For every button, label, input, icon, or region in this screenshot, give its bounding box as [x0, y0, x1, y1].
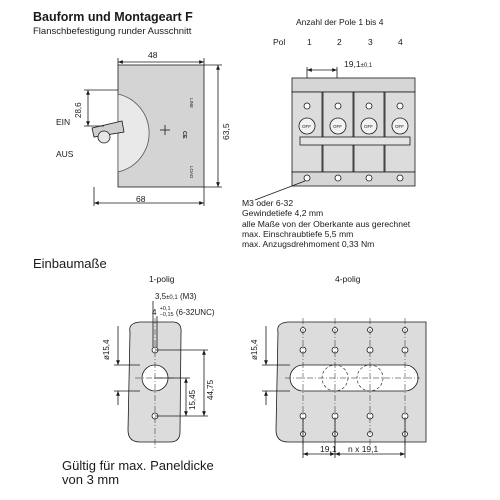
four-pole-title: 4-polig [335, 274, 361, 284]
switch-off-label: OFF [333, 124, 342, 129]
label-ein: EIN [56, 117, 71, 127]
dim-width-bottom-label: 68 [136, 194, 146, 204]
dim-pitch-label: 19,1 [320, 444, 337, 454]
hole-unc-value: 4 [152, 307, 157, 317]
hole-m3-tolerance: ±0,1 [166, 295, 178, 301]
dim-diameter-left: ø15,4 [250, 339, 259, 360]
one-pole-cutout [114, 301, 208, 450]
switch-off-label: OFF [395, 124, 404, 129]
switch-off-label: OFF [302, 124, 311, 129]
pole-number: 1 [307, 37, 312, 47]
ce-mark: CE [181, 131, 187, 139]
footer-line: von 3 mm [62, 472, 120, 488]
screw-hole [335, 103, 341, 109]
hole-m3-thread: (M3) [180, 292, 197, 301]
four-pole-dim-text [250, 339, 259, 360]
pole-top-plate [292, 78, 415, 92]
screw-hole [304, 103, 310, 109]
screw-hole [397, 103, 403, 109]
front-view [84, 58, 222, 206]
pole-count-title: Anzahl der Pole 1 bis 4 [296, 17, 384, 27]
four-pole-cutout [262, 318, 426, 458]
note-line: M3 oder 6-32 [242, 198, 294, 208]
pole-number: 2 [337, 37, 342, 47]
note-line: alle Maße von der Oberkante aus gerechnet [242, 218, 411, 229]
dim-width-top-label: 48 [148, 50, 158, 60]
pole-bottom-plate [292, 172, 415, 186]
page-title: Bauform und Montageart F [33, 10, 193, 24]
note-line: max. Einschraubtiefe 5,5 mm [242, 228, 354, 239]
one-pole-title: 1-polig [149, 274, 175, 284]
dim-offset-label: 28,6 [74, 102, 83, 118]
dim-diameter-left: ø15,4 [102, 339, 111, 360]
marking-line: LINE [189, 98, 194, 109]
page-subtitle: Flanschbefestigung runder Ausschnitt [33, 26, 192, 37]
switch-off-label: OFF [364, 124, 373, 129]
note-line: max. Anzugsdrehmoment 0,33 Nm [242, 239, 375, 250]
screw-hole [366, 103, 372, 109]
hole-unc-tol-upper: +0,1 [159, 306, 171, 312]
trip-bar [300, 137, 410, 145]
pol-label: Pol [273, 37, 286, 47]
pole-number: 4 [398, 37, 403, 47]
hole-unc-tol-lower: −0,15 [159, 311, 174, 318]
dim-15-45: 15,45 [188, 389, 197, 410]
pitch-value: 19,1 [344, 59, 361, 69]
screw-hole [335, 175, 341, 181]
pole-number: 3 [368, 37, 373, 47]
screw-hole [366, 175, 372, 181]
label-aus: AUS [56, 149, 74, 159]
dim-height-label: 63,5 [221, 123, 231, 140]
note-line: Gewindetiefe 4,2 mm [242, 208, 324, 219]
hole-m3-value: 3,5 [155, 292, 167, 301]
dim-n-pitch-label: n x 19,1 [348, 444, 379, 454]
pole-view [255, 67, 415, 200]
pitch-tolerance: ±0,1 [360, 63, 373, 69]
section-title: Einbaumaße [33, 256, 107, 271]
footer-line: Gültig für max. Paneldicke [62, 458, 214, 473]
hole-unc-thread: (6-32UNC) [175, 307, 215, 317]
marking-load: LOAD [189, 166, 194, 179]
dim-44-75: 44,75 [206, 379, 215, 400]
screw-hole [304, 175, 310, 181]
handle-knob [98, 131, 110, 143]
screw-hole [397, 175, 403, 181]
